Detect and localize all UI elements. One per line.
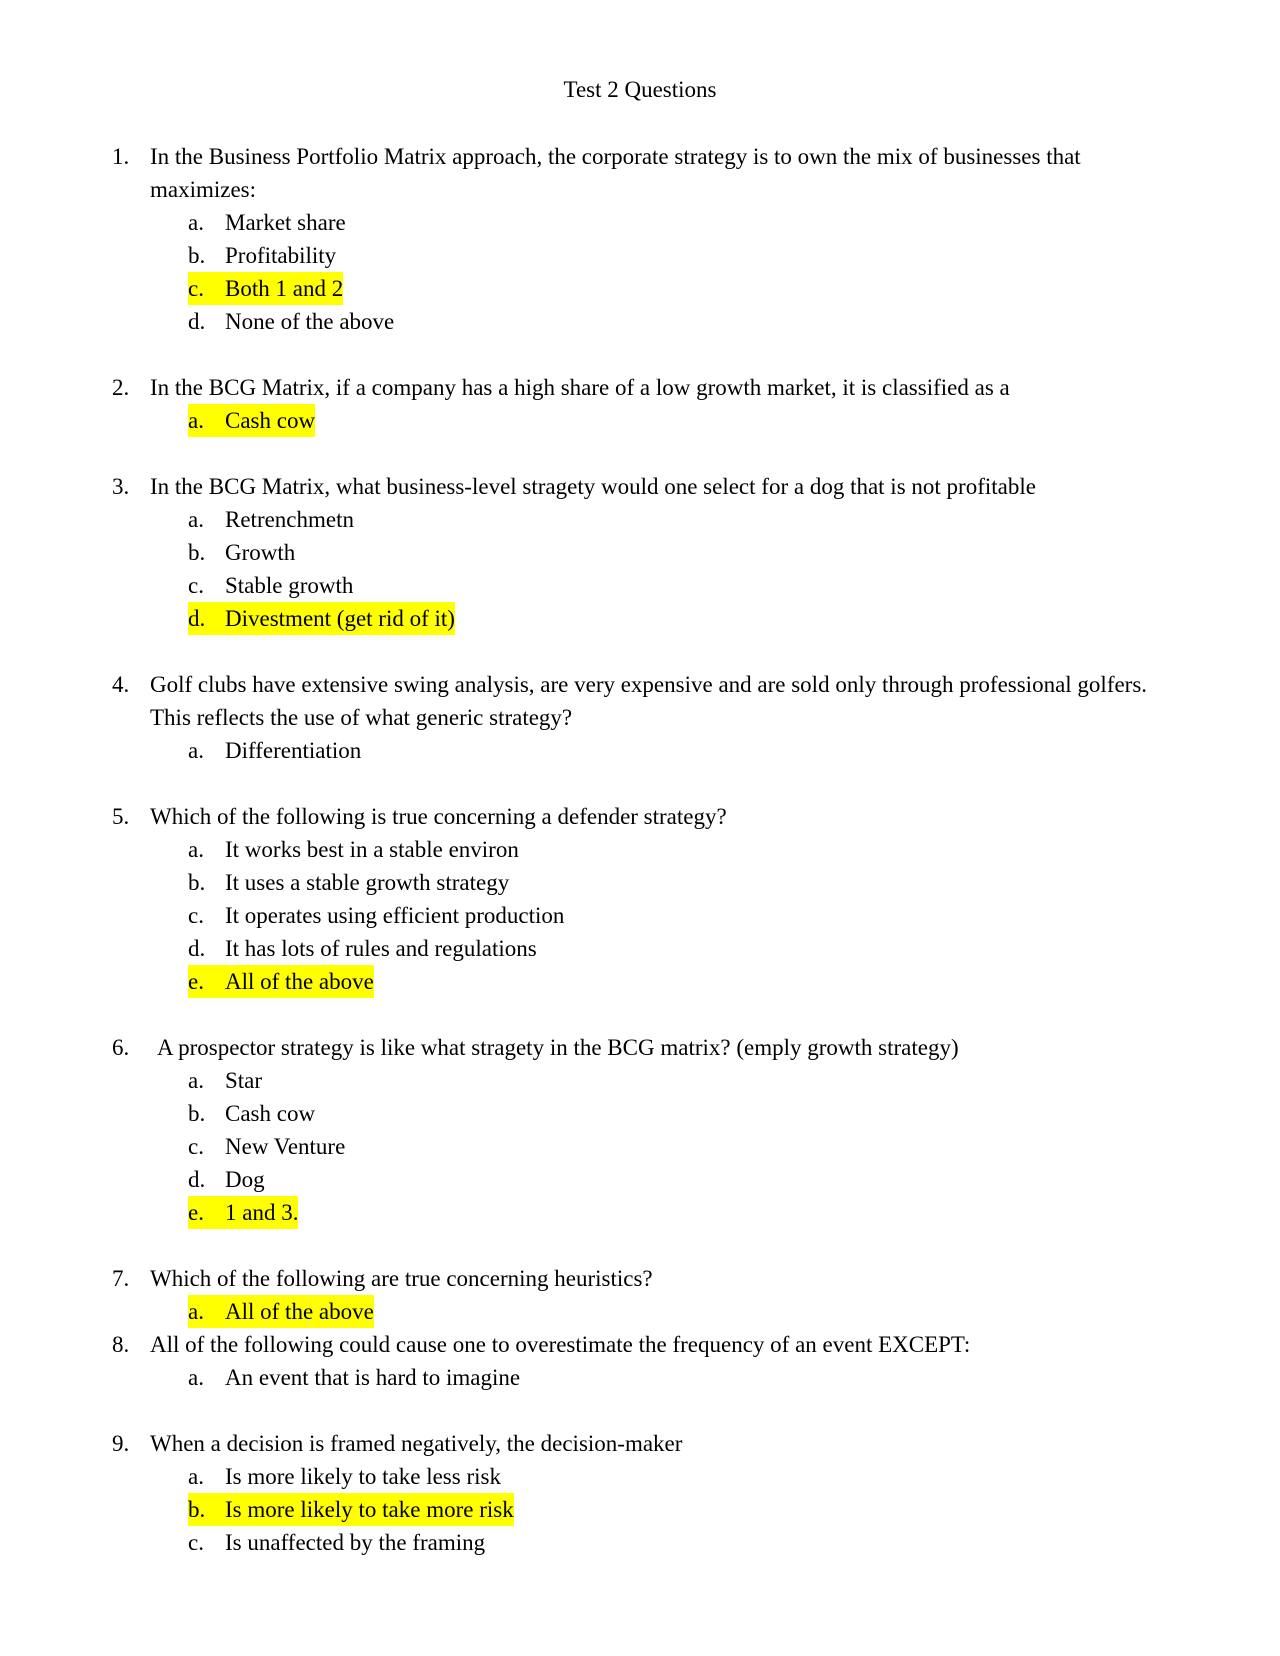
option-text: Differentiation [225,738,362,763]
highlighted-answer [188,1295,374,1328]
option-text: Market share [225,210,346,235]
answer-option [0,1526,1280,1559]
answer-option [0,404,1280,437]
option-letter: d. [188,606,206,631]
option-letter: d. [188,309,206,334]
option-letter: c. [188,276,204,301]
answer-choice [188,1130,345,1163]
option-letter: a. [188,1068,204,1093]
answer-choice [188,536,295,569]
answer-option [0,899,1280,932]
question-9 [0,1427,1280,1559]
answer-option [0,1097,1280,1130]
question-stem [0,668,1280,734]
option-text: All of the above [225,969,374,994]
answer-option [0,734,1280,767]
question-stem [0,1031,1280,1064]
option-letter: a. [188,507,204,532]
question-number: 1. [112,144,130,169]
option-text: It has lots of rules and regulations [225,936,537,961]
option-text: None of the above [225,309,395,334]
answer-option [0,1196,1280,1229]
question-3 [0,470,1280,635]
highlighted-answer [188,272,343,305]
option-letter: b. [188,1497,206,1522]
option-letter: c. [188,903,204,928]
answer-choice [188,1526,485,1559]
answer-choice [188,833,519,866]
option-text: Dog [225,1167,265,1192]
option-text: All of the above [225,1299,374,1324]
highlighted-answer [188,965,374,998]
highlighted-answer [188,1196,298,1229]
question-6 [0,1031,1280,1229]
option-letter: a. [188,1299,204,1324]
question-stem [0,1262,1280,1295]
option-text: Star [225,1068,263,1093]
answer-choice [188,1460,501,1493]
answer-option [0,503,1280,536]
question-stem [0,470,1280,503]
answer-option [0,239,1280,272]
answer-option [0,1493,1280,1526]
option-letter: a. [188,837,204,862]
answer-choice [188,899,564,932]
answer-choice [188,305,394,338]
question-number: 6. [112,1035,130,1060]
question-2 [0,371,1280,437]
question-text: Golf clubs have extensive swing analysis, are very expensive and are sold only through professional golfers. This reflects the use of what generic strategy? [150,672,1148,730]
option-text: Retrenchmetn [225,507,355,532]
option-text: Stable growth [225,573,354,598]
answer-choice [188,503,354,536]
answer-option [0,1130,1280,1163]
question-number: 2. [112,375,130,400]
answer-option [0,1361,1280,1394]
option-letter: b. [188,1101,206,1126]
question-text: Which of the following are true concerning heuristics? [150,1266,653,1291]
answer-option [0,305,1280,338]
option-letter: a. [188,408,204,433]
answer-choice [188,1361,520,1394]
option-letter: b. [188,870,206,895]
option-letter: b. [188,540,206,565]
question-stem [0,371,1280,404]
question-4 [0,668,1280,767]
question-text: In the Business Portfolio Matrix approach, the corporate strategy is to own the mix of businesses that maximizes: [150,144,1081,202]
option-letter: c. [188,1530,204,1555]
option-text: Is more likely to take less risk [225,1464,501,1489]
answer-option [0,1163,1280,1196]
option-letter: a. [188,1464,204,1489]
question-number: 5. [112,804,130,829]
question-1 [0,140,1280,338]
question-number: 8. [112,1332,130,1357]
answer-choice [188,734,361,767]
option-text: Profitability [225,243,337,268]
option-text: 1 and 3. [225,1200,299,1225]
highlighted-answer [188,1493,514,1526]
option-text: Is unaffected by the framing [225,1530,486,1555]
answer-option [0,602,1280,635]
question-stem [0,1328,1280,1361]
option-text: It operates using efficient production [225,903,565,928]
question-number: 7. [112,1266,130,1291]
answer-choice [188,1097,315,1130]
answer-option [0,569,1280,602]
question-number: 3. [112,474,130,499]
question-text: In the BCG Matrix, if a company has a high share of a low growth market, it is classified as a [150,375,1010,400]
option-text: Cash cow [225,408,316,433]
option-text: Cash cow [225,1101,316,1126]
answer-choice [188,206,346,239]
question-text: Which of the following is true concerning a defender strategy? [150,804,727,829]
question-list [0,140,1280,1592]
answer-option [0,1460,1280,1493]
question-text: A prospector strategy is like what stragety in the BCG matrix? (emply growth strategy) [157,1035,959,1060]
answer-option [0,965,1280,998]
answer-option [0,932,1280,965]
option-letter: c. [188,1134,204,1159]
highlighted-answer [188,404,315,437]
answer-option [0,1064,1280,1097]
answer-choice [188,569,353,602]
answer-choice [188,239,336,272]
option-text: Both 1 and 2 [225,276,344,301]
option-text: New Venture [225,1134,346,1159]
option-letter: a. [188,210,204,235]
question-number: 4. [112,672,130,697]
option-letter: d. [188,936,206,961]
answer-choice [188,1064,262,1097]
option-letter: e. [188,969,204,994]
answer-option [0,833,1280,866]
option-letter: b. [188,243,206,268]
option-text: Is more likely to take more risk [225,1497,514,1522]
option-letter: d. [188,1167,206,1192]
answer-option [0,206,1280,239]
answer-option [0,866,1280,899]
highlighted-answer [188,602,455,635]
option-letter: c. [188,573,204,598]
question-7 [0,1262,1280,1328]
answer-choice [188,1163,265,1196]
question-text: In the BCG Matrix, what business-level stragety would one select for a dog that is not profitable [150,474,1036,499]
question-stem [0,140,1280,206]
question-8 [0,1328,1280,1394]
question-text: All of the following could cause one to overestimate the frequency of an event EXCEPT: [150,1332,971,1357]
question-stem [0,800,1280,833]
option-letter: a. [188,1365,204,1390]
option-text: Divestment (get rid of it) [225,606,455,631]
option-text: Growth [225,540,296,565]
question-5 [0,800,1280,998]
option-text: An event that is hard to imagine [225,1365,521,1390]
answer-option [0,1295,1280,1328]
page-title: Test 2 Questions [563,77,717,102]
option-letter: a. [188,738,204,763]
question-number: 9. [112,1431,130,1456]
question-text: When a decision is framed negatively, the decision-maker [150,1431,683,1456]
answer-option [0,272,1280,305]
option-text: It uses a stable growth strategy [225,870,510,895]
option-letter: e. [188,1200,204,1225]
answer-option [0,536,1280,569]
option-text: It works best in a stable environ [225,837,519,862]
answer-choice [188,866,509,899]
question-stem [0,1427,1280,1460]
answer-choice [188,932,537,965]
